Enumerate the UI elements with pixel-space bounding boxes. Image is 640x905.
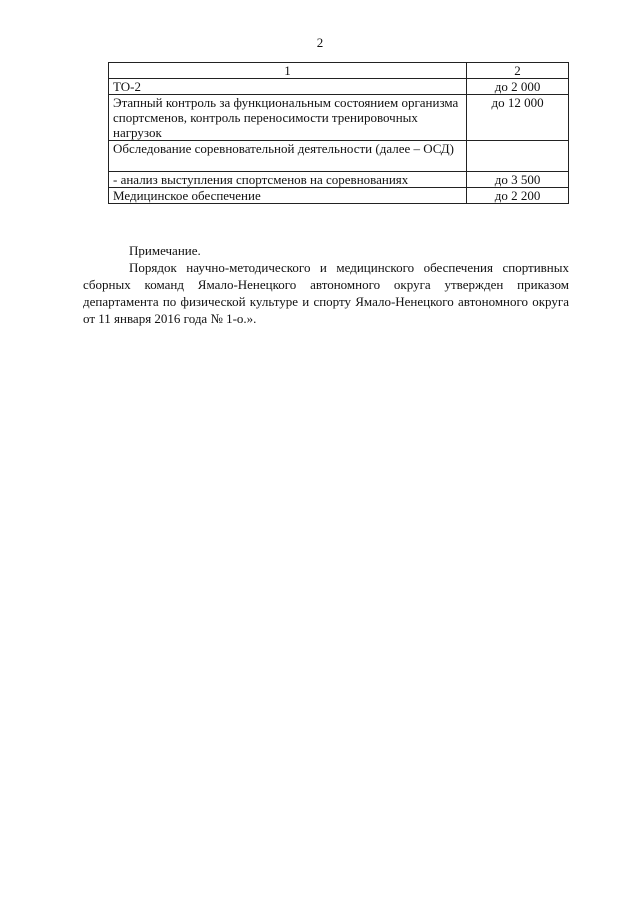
services-price-table [108,62,569,204]
table-row [109,188,569,204]
table-cell-label: - анализ выступления спортсменов на соревнованиях [109,172,467,188]
page-number: 2 [316,35,324,50]
table-cell-label: Медицинское обеспечение [109,188,467,204]
note-title: Примечание. [129,243,201,258]
table-row [109,79,569,95]
note-text: Порядок научно-методического и медицинского обеспечения спортивных сборных команд Ямало-Ненецкого автономного округа утвержден приказом департамента по физической культуре и спорту Ямало-Ненецкого автономного округа от 11 января 2016 года № 1-о.». [83,260,569,326]
table-header-cell-2: 2 [467,63,569,79]
table-header-row [109,63,569,79]
table-row [109,172,569,188]
table-row [109,95,569,141]
table-cell-value: до 3 500 [467,172,569,188]
table-cell-label: Этапный контроль за функциональным состоянием организма спортсменов, контроль переносимости тренировочных нагрузок [109,95,467,141]
table-row [109,141,569,172]
table-cell-value: до 12 000 [467,95,569,141]
table-cell-value: до 2 200 [467,188,569,204]
table-header-cell-1: 1 [109,63,467,79]
table-cell-value: до 2 000 [467,79,569,95]
table-cell-label: ТО-2 [109,79,467,95]
table-cell-value [467,141,569,172]
table-cell-label: Обследование соревновательной деятельности (далее – ОСД) [109,141,467,172]
